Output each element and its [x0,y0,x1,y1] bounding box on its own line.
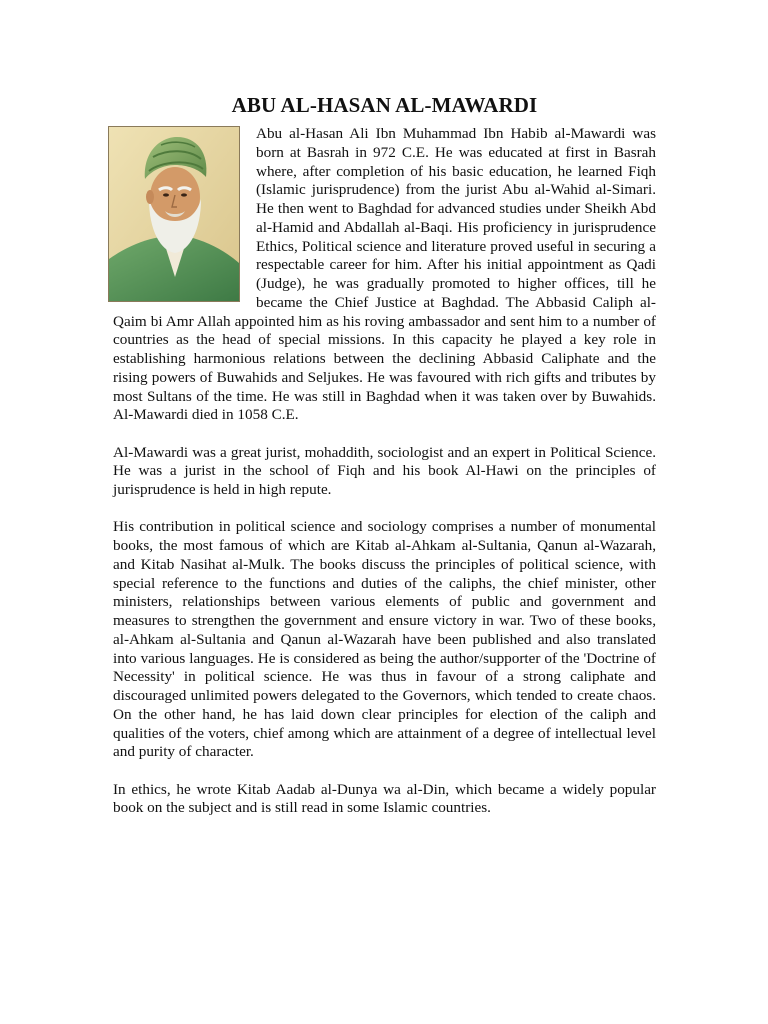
paragraph-political-science: His contribution in political science and sociology comprises a number of monumental books, the most famous of which are Kitab al-Ahkam al-Sultania, Qanun al-Wazarah, and Kitab Nasihat al-Mulk. The books discuss the principles of political science, with special reference to the functions and duties of the caliphs, the chief minister, other ministers, relationships between various elements of public and government and measures to strengthen the government and ensure victory in war. Two of these books, al-Ahkam al-Sultania and Qanun al-Wazarah have been published and also translated into various languages. He is considered as being the author/supporter of the 'Doctrine of Necessity' in political science. He was thus in favour of a strong caliphate and discouraged unlimited powers delegated to the Governors, which tended to create chaos. On the other hand, he has laid down clear principles for election of the caliph and qualities of the voters, chief among which are attainment of a degree of intellectual level and purity of character. [113,518,656,761]
document-page [113,92,656,837]
paragraph-ethics: In ethics, he wrote Kitab Aadab al-Dunya wa al-Din, which became a widely popular book on the subject and is still read in some Islamic countries. [113,780,656,817]
paragraph-jurist: Al-Mawardi was a great jurist, mohaddith, sociologist and an expert in Political Science. He was a jurist in the school of Fiqh and his book Al-Hawi on the principles of jurisprudence is held in high repute. [113,443,656,498]
paragraph-biography: Abu al-Hasan Ali Ibn Muhammad Ibn Habib al-Mawardi was born at Basrah in 972 C.E. He was educated at first in Basrah where, after completion of his basic education, he learned Fiqh (Islamic jurisprudence) from the jurist Abu al-Wahid al-Simari. He then went to Baghdad for advanced studies under Sheikh Abd al-Hamid and Abdallah al-Baqi. His proficiency in jurisprudence Ethics, Political science and literature proved useful in securing a respectable career for him. After his initial appointment as Qadi (Judge), he was gradually promoted to higher offices, till he became the Chief Justice at Baghdad. The Abbasid Caliph al-Qaim bi Amr Allah appointed him as his roving ambassador and sent him to a number of countries as the head of special missions. In this capacity he played a key role in establishing harmonious relations between the declining Abbasid Caliphate and the rising powers of Buwahids and Seljukes. He was favoured with rich gifts and tributes by most Sultans of the time. He was still in Baghdad when it was taken over by Buwahids. Al-Mawardi died in 1058 C.E. [113,125,656,424]
portrait-illustration-icon [109,127,239,301]
page-title: ABU AL-HASAN AL-MAWARDI [231,93,538,117]
portrait-image [108,126,240,302]
